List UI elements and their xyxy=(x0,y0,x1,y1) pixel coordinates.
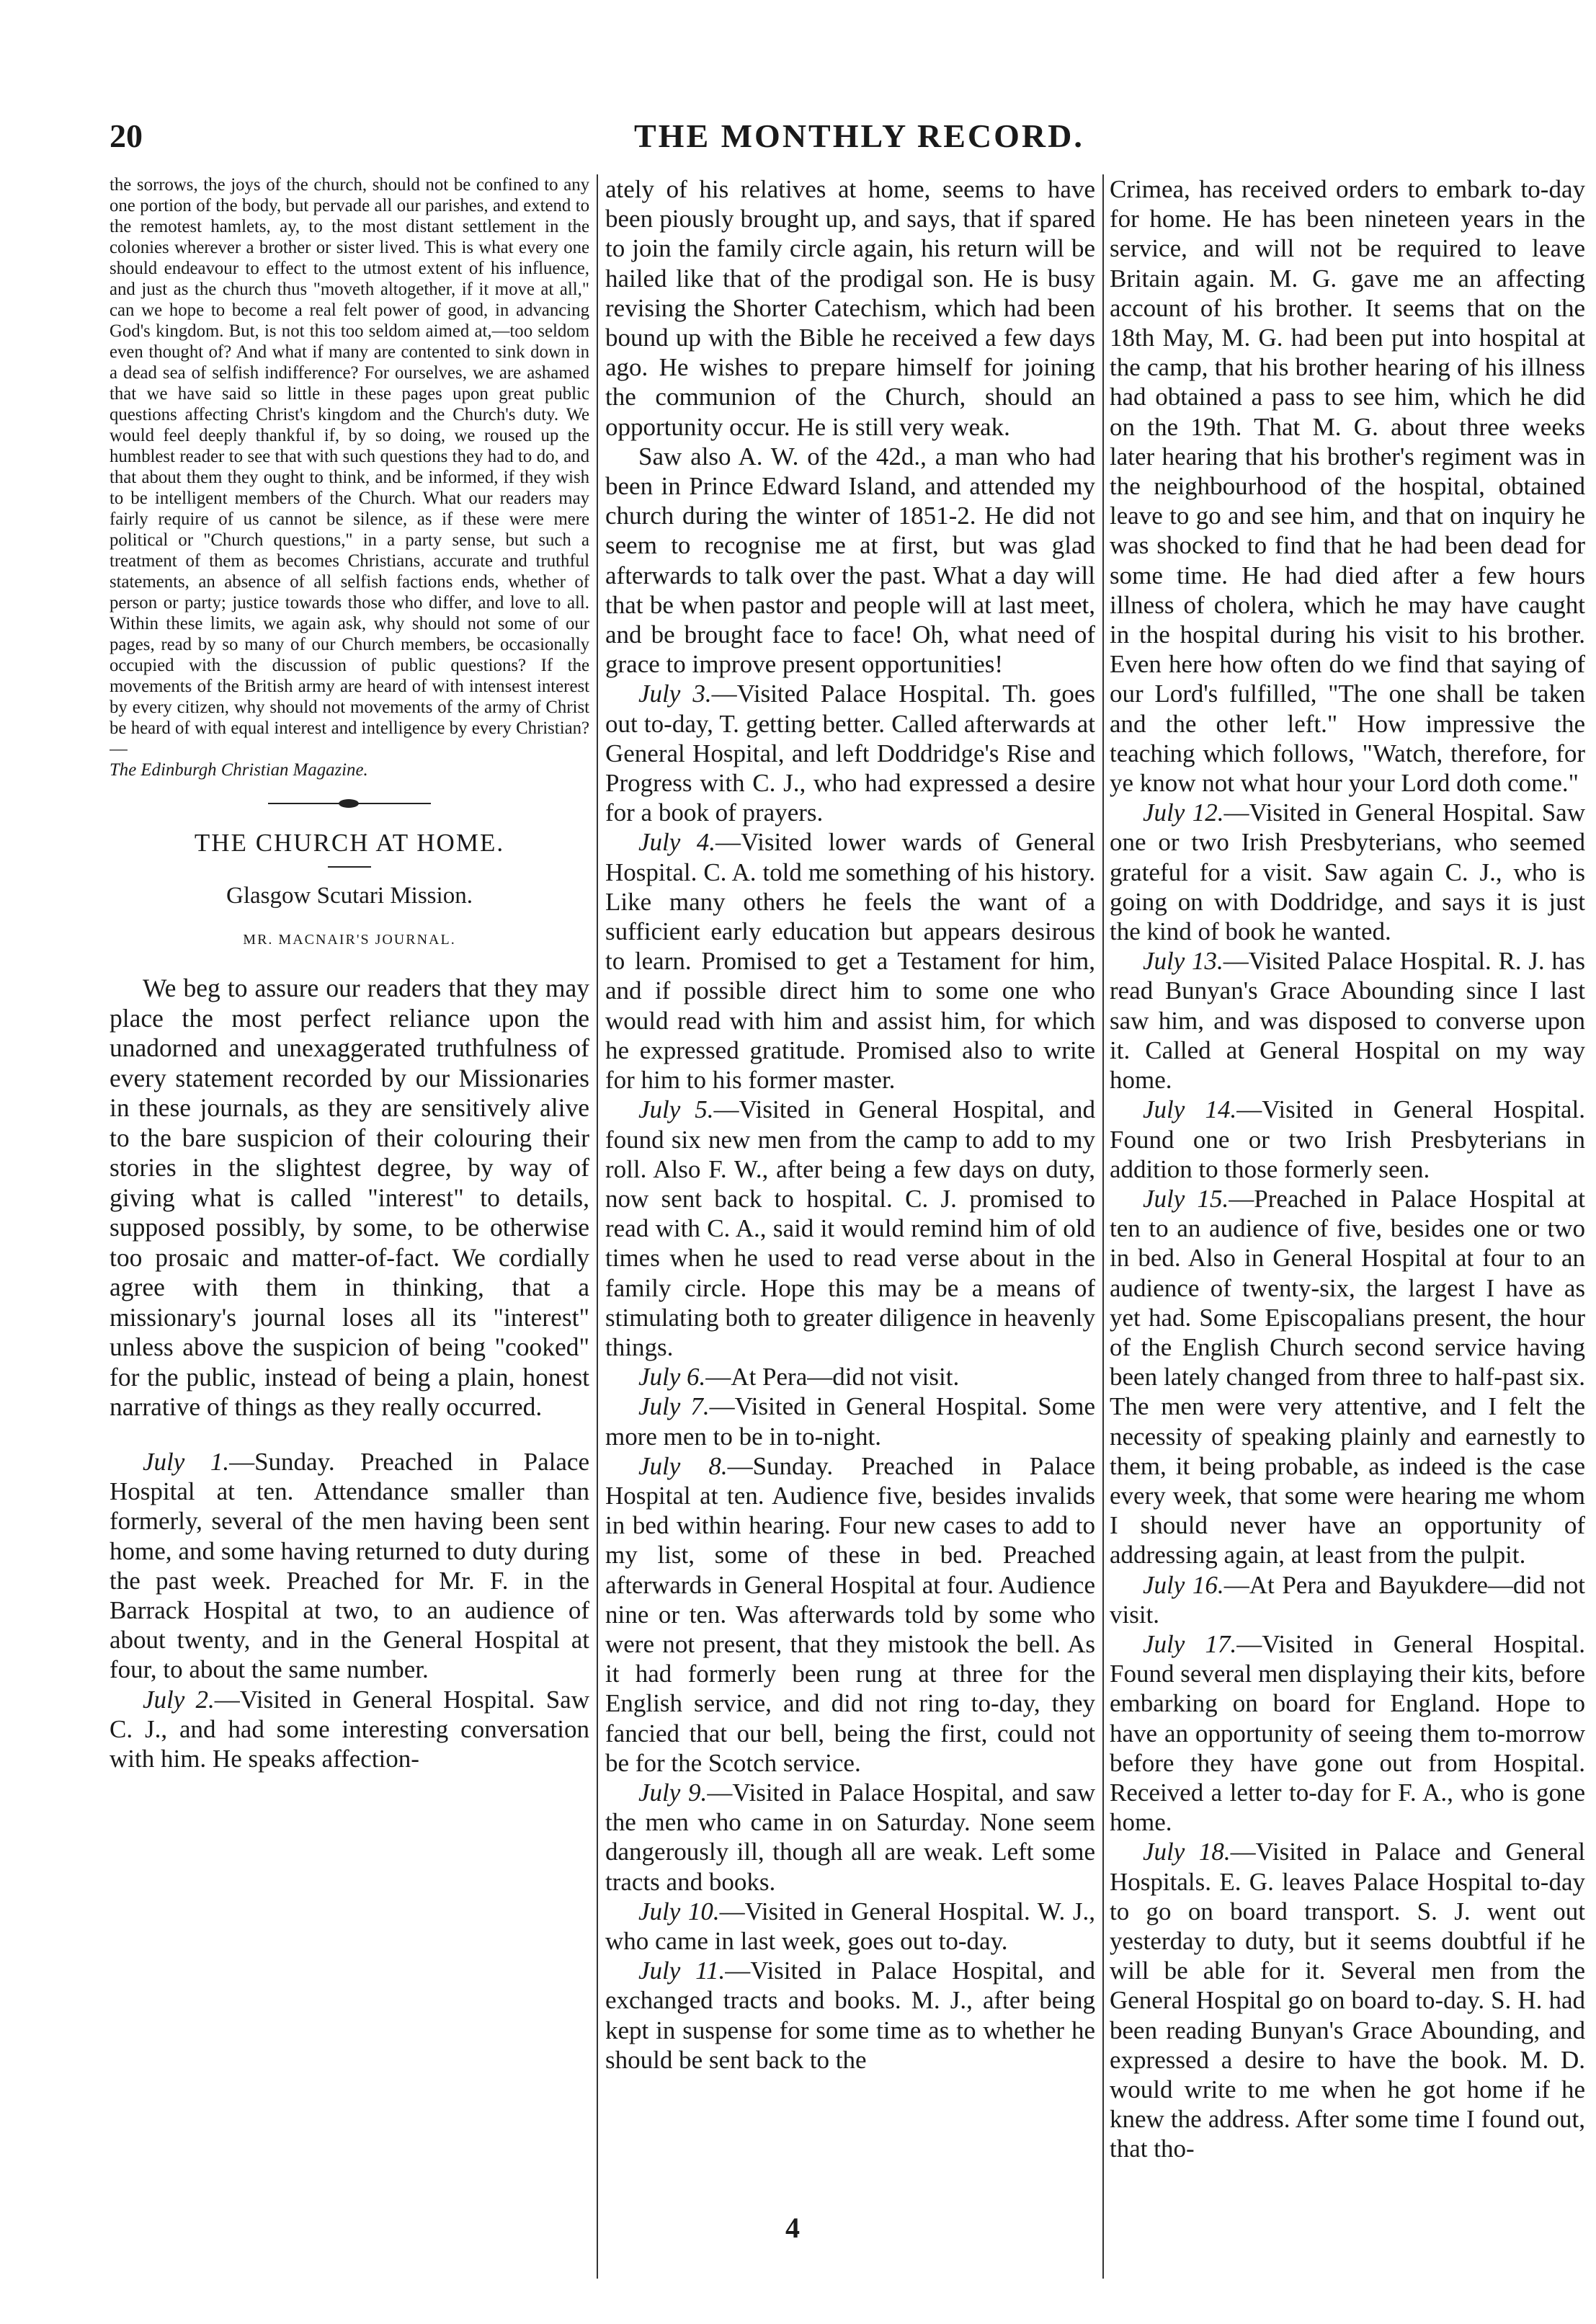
entry-text: —Visited Palace Hospital. Th. goes out to-day, T. getting better. Called afterwards at General Hospital, and left Doddridge's Rise and Progress with C. J., who had expressed a desire for a book of prayers. xyxy=(605,680,1095,827)
entry-date: July 10. xyxy=(638,1897,720,1925)
entry-text: —Visited Palace Hospital. R. J. has read Bunyan's Grace Abounding since I last saw him, and was disposed to converse upon it. Called at General Hospital on my way home. xyxy=(1110,947,1585,1095)
intro-paragraph: the sorrows, the joys of the church, should not be confined to any one portion of the body, but pervade all our parishes, and extend to the remotest hamlets, ay, to the most distant settlement in the colonies wherever a brother or sister lived. This is what every one should endeavour to effect to the utmost extent of his influence, and just as the church thus "moveth altogether, if it move at all," can we hope to become a real felt power of good, in advancing God's kingdom. But, is not this too seldom aimed at,—too seldom even thought of? And what if many are contented to sink down in a dead sea of selfish indifference? For ourselves, we are ashamed that we have said so little in these pages upon great public questions affecting Christ's kingdom and the Church's duty. We would feel deeply thankful if, by so doing, we roused up the humblest reader to see that with such questions they had to do, and that about them they ought to think, and be informed, if they wish to be intelligent members of the Church. What our readers may fairly require of us cannot be silence, as if these were mere political or "Church questions," in a party sense, but such a treatment of them as becomes Christians, accurate and truthful statements, an absence of all selfish factions ends, whether of person or party; justice towards those who differ, and love to all. Within these limits, we again ask, why should not some of our pages, read by so many of our Church members, be occasionally occupied with the discussion of public questions? If the movements of the British army are heard of with intensest interest by every citizen, why should not movements of the army of Christ be heard of with equal interest and intelligence by every Christian?— xyxy=(110,175,589,759)
diary-entry xyxy=(1110,1184,1585,1570)
entry-text: —Visited in Palace Hospital, and exchanged tracts and books. M. J., after being kept in suspense for some time as to whether he should be sent back to the xyxy=(605,1956,1095,2074)
entry-text: —At Pera—did not visit. xyxy=(705,1363,960,1392)
entry-date: July 3. xyxy=(638,680,712,708)
diary-entry xyxy=(110,1685,589,1774)
entry-date: July 15. xyxy=(1143,1184,1229,1213)
paragraph: Saw also A. W. of the 42d., a man who had been in Prince Edward Island, and attended my church during the winter of 1851-2. He did not seem to recognise me at first, but was glad afterwards to talk over the past. What a day will that be when pastor and people will at last meet, and be brought face to face! Oh, what need of grace to improve present opportunities! xyxy=(605,442,1095,679)
continuation-paragraph: ately of his relatives at home, seems to have been piously brought up, and says, that if spared to join the family circle again, his return will be hailed like that of the prodigal son. He is busy revising the Shorter Catechism, which had been bound up with the Bible he received a few days ago. He wishes to prepare himself for joining the communion of the Church, should an opportunity occur. He is still very weak. xyxy=(605,175,1095,441)
entry-text: —Visited in General Hospital. Saw C. J., and had some interesting conversation with him. He speaks affection- xyxy=(110,1685,589,1773)
sub-heading: Glasgow Scutari Mission. xyxy=(226,882,473,909)
entry-date: July 5. xyxy=(638,1095,714,1124)
entry-date: July 16. xyxy=(1143,1570,1224,1599)
right-column xyxy=(1110,174,1585,2279)
diary-entry xyxy=(605,1778,1095,1897)
entry-date: July 14. xyxy=(1143,1095,1237,1124)
diary-entry xyxy=(605,1362,1095,1392)
entry-text: —Preached in Palace Hospital at ten to an audience of five, besides one or two in bed. Also in General Hospital at four to an audience of twenty-six, the largest I have as yet had. Some Episcopalians present, the hour of the English Church second service having been lately changed from three to half-past six. The men were very attentive, and I felt the necessity of speaking plainly and earnestly to them, it being probable, as indeed is the case every week, that some were hearing me whom I should never have an opportunity of addressing again, at least from the pulpit. xyxy=(1110,1184,1585,1570)
entry-text: —Visited in General Hospital, and found six new men from the camp to add to my roll. Also F. W., after being a few days on duty, now sent back to hospital. C. J. promised to read with C. A., said it would remind him of old times when he used to read verse about in the family circle. Hope this may be a means of stimulating both to greater diligence in heavenly things. xyxy=(605,1095,1095,1361)
entry-date: July 7. xyxy=(638,1392,710,1421)
diary-entry xyxy=(605,679,1095,827)
diary-entry xyxy=(1110,1837,1585,2163)
heading-rule xyxy=(328,866,371,868)
section-heading: THE CHURCH AT HOME. xyxy=(194,829,505,857)
byline: MR. MACNAIR'S JOURNAL. xyxy=(243,931,456,948)
entry-date: July 9. xyxy=(638,1778,708,1807)
entry-text: —Sunday. Preached in Palace Hospital at ten. Audience five, besides invalids in bed within hearing. Four new cases to add to my list, some of these in bed. Preached afterwards in General Hospital at four. Audience nine or ten. Was afterwards told by some who were not present, that they mistook the bell. As it had formerly been rung at three for the English service, and did not ring to-day, they fancied that our bell, being the first, could not be for the Scotch service. xyxy=(605,1451,1095,1777)
column-rule-1 xyxy=(597,174,598,2279)
entry-text: —Visited in Palace Hospital, and saw the men who came in on Saturday. None seem dangerously ill, though all are weak. Left some tracts and books. xyxy=(605,1778,1095,1896)
entry-text: —Visited in General Hospital. W. J., who came in last week, goes out to-day. xyxy=(605,1897,1095,1955)
diary-entry xyxy=(605,1897,1095,1956)
entry-date: July 4. xyxy=(638,828,715,857)
entry-text: —Visited in General Hospital. Some more men to be in to-night. xyxy=(605,1392,1095,1451)
entry-text: —Visited in General Hospital. Saw one or two Irish Presbyterians, who seemed grateful for a visit. Saw again C. J., who is going on with Doddridge, and says it is just the kind of book he wanted. xyxy=(1110,798,1585,946)
diary-entry xyxy=(1110,946,1585,1095)
diary-entry xyxy=(1110,1095,1585,1184)
entry-date: July 2. xyxy=(143,1685,215,1714)
entry-date: July 1. xyxy=(143,1447,230,1476)
entry-text: —Visited in General Hospital. Found one or two Irish Presbyterians in addition to those formerly seen. xyxy=(1110,1095,1585,1183)
diary-entry xyxy=(605,1956,1095,2075)
entry-date: July 17. xyxy=(1143,1629,1237,1658)
entry-date: July 6. xyxy=(638,1363,706,1392)
entry-text: —Sunday. Preached in Palace Hospital at ten. Attendance smaller than formerly, several of the men having been sent home, and some having returned to duty during the past week. Preached for Mr. F. in the Barrack Hospital at two, to an audience of about twenty, and in the General Hospital at four, to about the same number. xyxy=(110,1447,589,1684)
entry-date: July 13. xyxy=(1143,947,1223,976)
signature-mark: 4 xyxy=(785,2212,800,2244)
entry-date: July 12. xyxy=(1143,798,1224,827)
diary-entry xyxy=(110,1447,589,1685)
entry-date: July 11. xyxy=(638,1956,726,1985)
entry-text: —Visited in Palace and General Hospitals. E. G. leaves Palace Hospital to-day to go on board transport. S. J. went out yesterday to duty, but it seems doubtful if he will be able for it. Several men from the General Hospital go on board to-day. S. H. had been reading Bunyan's Grace Abounding, and expressed a desire to have the book. M. D. would write to me when he got home if he knew the address. After some time I found out, that tho- xyxy=(1110,1838,1585,2163)
diary-entry xyxy=(605,1451,1095,1778)
entry-date: July 18. xyxy=(1143,1838,1231,1866)
middle-column xyxy=(605,174,1095,2279)
column-rule-2 xyxy=(1102,174,1104,2279)
attribution: The Edinburgh Christian Magazine. xyxy=(110,760,368,780)
entry-date: July 8. xyxy=(638,1451,728,1480)
running-title: THE MONTHLY RECORD. xyxy=(634,117,1084,154)
diary-entry xyxy=(605,827,1095,1095)
diary-entry xyxy=(605,1095,1095,1362)
left-column xyxy=(110,174,589,2279)
diary-entry xyxy=(1110,1570,1585,1629)
entry-text: —At Pera and Bayukdere—did not visit. xyxy=(1110,1570,1585,1629)
entry-text: —Visited lower wards of General Hospital. C. A. told me something of his history. Like many others he feels the want of a sufficient early education but appears desirous to learn. Promised to get a Testament for him, and if possible direct him to some one who would read with him and assist him, for which he expressed gratitude. Promised also to write for him to his former master. xyxy=(605,828,1095,1095)
lead-paragraph: We beg to assure our readers that they may place the most perfect reliance upon the unadorned and unexaggerated truthfulness of every statement recorded by our Missionaries in these journals, as they are sensitively alive to the bare suspicion of their colouring their stories in the slightest degree, by way of giving what is called "interest" to details, supposed possibly, by some, to be otherwise too prosaic and matter-of-fact. We cordially agree with them in thinking, that a missionary's journal loses all its "interest" unless above the suspicion of being "cooked" for the public, instead of being a plain, honest narrative of things as they really occurred. xyxy=(110,974,589,1422)
page-number: 20 xyxy=(110,117,143,154)
entry-text: —Visited in General Hospital. Found several men displaying their kits, before embarking on board for England. Hope to have an opportunity of seeing them to-morrow before they have gone out from Hospital. Received a letter to-day for F. A., who is gone home. xyxy=(1110,1629,1585,1837)
ornamental-divider xyxy=(110,799,589,808)
diary-entry xyxy=(605,1392,1095,1451)
continuation-paragraph: Crimea, has received orders to embark to-day for home. He has been nineteen years in the service, and will not be required to leave Britain again. M. G. gave me an affecting account of his brother. It seems that on the 18th May, M. G. had been put into hospital at the camp, that his brother hearing of his illness had obtained a pass to see him, which he did on the 19th. That M. G. about three weeks later hearing that his brother's regiment was in the neighbourhood of the hospital, obtained leave to go and see him, and that on inquiry he was shocked to find that he had been dead for some time. He had died after a few hours illness of cholera, which he may have caught in the hospital during his visit to his brother. Even here how often do we find that saying of our Lord's fulfilled, "The one shall be taken and the other left." How impressive the teaching which follows, "Watch, therefore, for ye know not what hour your Lord doth come." xyxy=(1110,175,1585,798)
diary-entry xyxy=(1110,798,1585,946)
diary-entry xyxy=(1110,1629,1585,1837)
